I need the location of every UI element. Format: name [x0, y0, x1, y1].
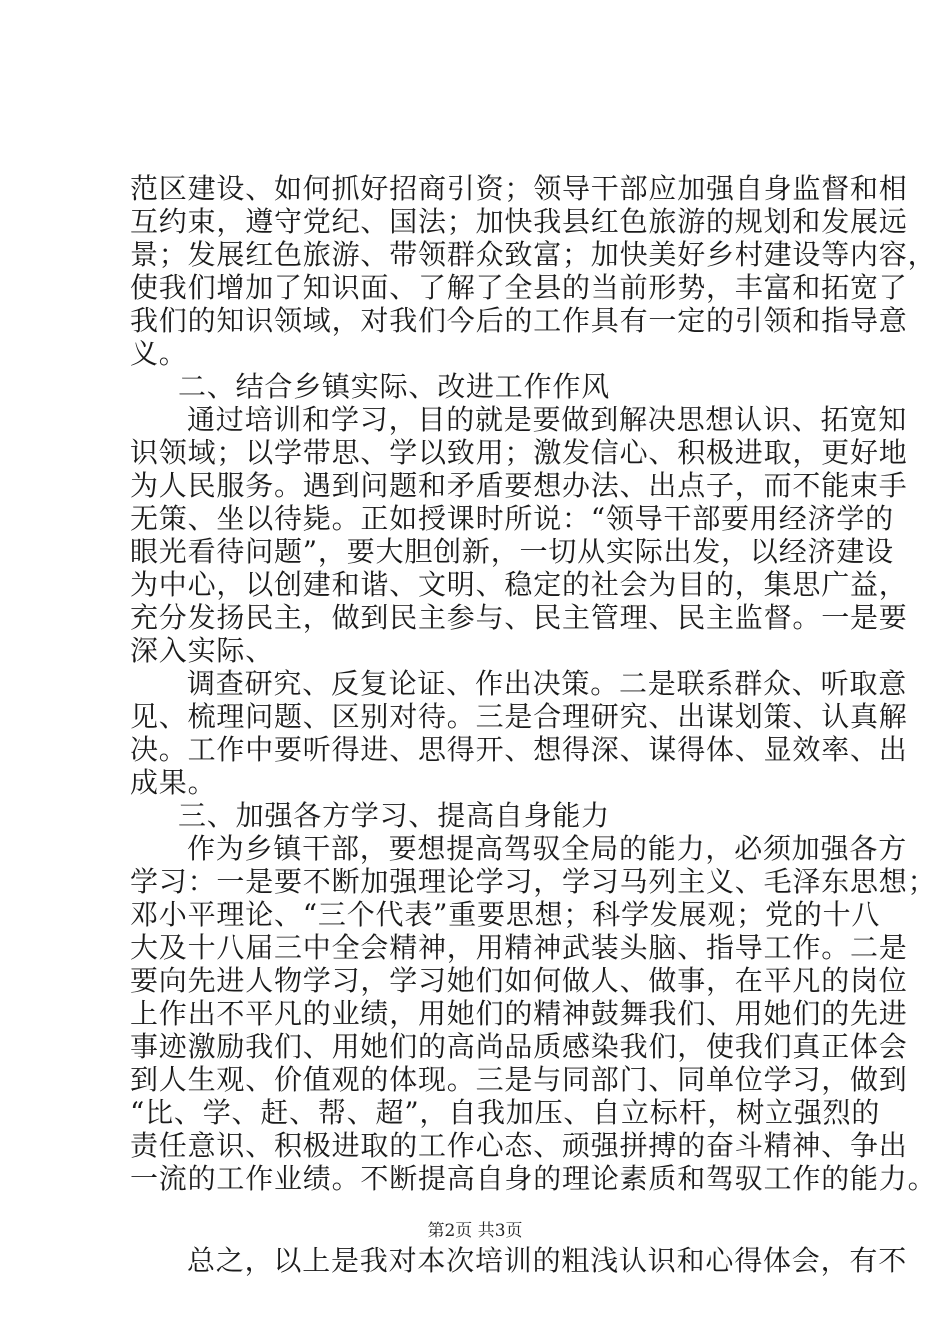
text-line: 调查研究、反复论证、作出决策。二是联系群众、听取意	[187, 667, 908, 700]
text-line: 我们的知识领域，对我们今后的工作具有一定的引领和指导意	[130, 304, 908, 337]
text-line: 深入实际、	[130, 634, 275, 667]
text-line: 成果。	[130, 766, 217, 799]
text-line: 到人生观、价值观的体现。三是与同部门、同单位学习，做到	[130, 1063, 908, 1096]
text-line: 大及十八届三中全会精神，用精神武装头脑、指导工作。二是	[130, 931, 908, 964]
text-line: 为中心，以创建和谐、文明、稳定的社会为目的，集思广益，	[130, 568, 908, 601]
text-line: 无策、坐以待毙。正如授课时所说：“领导干部要用经济学的	[130, 502, 894, 535]
text-line: “比、学、赶、帮、超”，自我加压、自立标杆，树立强烈的	[130, 1096, 881, 1129]
text-line: 上作出不平凡的业绩，用她们的精神鼓舞我们、用她们的先进	[130, 997, 908, 1030]
text-line: 通过培训和学习，目的就是要做到解决思想认识、拓宽知	[187, 403, 908, 436]
page-number: 第2页 共3页	[427, 1221, 523, 1241]
text-line: 眼光看待问题”，要大胆创新，一切从实际出发，以经济建设	[130, 535, 894, 568]
text-line: 学习：一是要不断加强理论学习，学习马列主义、毛泽东思想；	[130, 865, 937, 898]
text-line: 互约束，遵守党纪、国法；加快我县红色旅游的规划和发展远	[130, 205, 908, 238]
text-line: 一流的工作业绩。不断提高自身的理论素质和驾驭工作的能力。	[130, 1162, 937, 1195]
text-line: 责任意识、积极进取的工作心态、顽强拼搏的奋斗精神、争出	[130, 1129, 908, 1162]
text-line: 使我们增加了知识面、了解了全县的当前形势，丰富和拓宽了	[130, 271, 908, 304]
section-heading: 二、结合乡镇实际、改进工作作风	[178, 370, 611, 403]
text-line: 作为乡镇干部，要想提高驾驭全局的能力，必须加强各方	[187, 832, 908, 865]
text-line: 为人民服务。遇到问题和矛盾要想办法、出点子，而不能束手	[130, 469, 908, 502]
section-heading: 三、加强各方学习、提高自身能力	[178, 799, 611, 832]
text-line: 范区建设、如何抓好招商引资；领导干部应加强自身监督和相	[130, 172, 908, 205]
text-line: 景；发展红色旅游、带领群众致富；加快美好乡村建设等内容，	[130, 238, 937, 271]
text-line: 要向先进人物学习，学习她们如何做人、做事，在平凡的岗位	[130, 964, 908, 997]
text-line: 义。	[130, 337, 188, 370]
text-line: 见、梳理问题、区别对待。三是合理研究、出谋划策、认真解	[130, 700, 908, 733]
text-line: 邓小平理论、“三个代表”重要思想；科学发展观；党的十八	[130, 898, 881, 931]
text-line: 事迹激励我们、用她们的高尚品质感染我们，使我们真正体会	[130, 1030, 908, 1063]
text-line: 充分发扬民主，做到民主参与、民主管理、民主监督。一是要	[130, 601, 908, 634]
body-text	[130, 172, 937, 1277]
text-line: 决。工作中要听得进、思得开、想得深、谋得体、显效率、出	[130, 733, 908, 766]
text-line: 识领域；以学带思、学以致用；激发信心、积极进取，更好地	[130, 436, 908, 469]
text-line: 总之，以上是我对本次培训的粗浅认识和心得体会，有不	[187, 1244, 908, 1277]
